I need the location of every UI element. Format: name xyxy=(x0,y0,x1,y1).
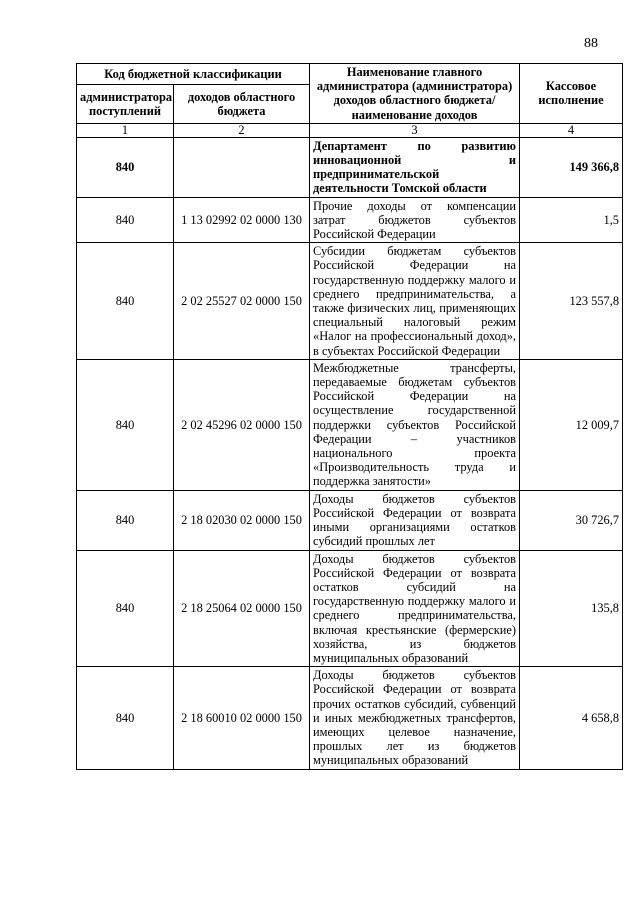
name-column-header: Наименование главного администратора (администратора) доходов областного бюджета/ наименование доходов xyxy=(310,64,520,124)
column-number: 1 xyxy=(77,123,174,137)
header-row-1 xyxy=(77,64,623,85)
admin-code-cell: 840 xyxy=(77,137,174,197)
amount-cell: 149 366,8 xyxy=(520,137,623,197)
column-numbers-row xyxy=(77,123,623,137)
income-code-cell: 2 18 02030 02 0000 150 xyxy=(174,490,310,550)
table-row xyxy=(77,550,623,667)
column-number: 3 xyxy=(310,123,520,137)
income-name-cell: Департамент по развитию инновационной и предпринимательской деятельности Томской области xyxy=(310,137,520,197)
income-name-cell: Межбюджетные трансферты, передаваемые бюджетам субъектов Российской Федерации на осуществление государственной поддержки субъектов Российской Федерации – участников национального проекта «Производительность труда и поддержка занятости» xyxy=(310,359,520,490)
admin-code-cell: 840 xyxy=(77,490,174,550)
table-row xyxy=(77,490,623,550)
amount-cell: 123 557,8 xyxy=(520,243,623,360)
amount-cell: 4 658,8 xyxy=(520,667,623,769)
amount-cell: 1,5 xyxy=(520,197,623,243)
admin-code-cell: 840 xyxy=(77,197,174,243)
table-row xyxy=(77,243,623,360)
admin-code-cell: 840 xyxy=(77,359,174,490)
amount-column-header: Кассовое исполнение xyxy=(520,64,623,124)
column-number: 2 xyxy=(174,123,310,137)
amount-cell: 135,8 xyxy=(520,550,623,667)
admin-code-cell: 840 xyxy=(77,667,174,769)
page-number: 88 xyxy=(584,36,598,51)
income-code-cell: 2 18 25064 02 0000 150 xyxy=(174,550,310,667)
income-name-cell: Субсидии бюджетам субъектов Российской Федерации на государственную поддержку малого и среднего предпринимательства, а также физических лиц, применяющих специальный налоговый режим «Налог на профессиональный доход», в субъектах Российской Федерации xyxy=(310,243,520,360)
income-name-cell: Доходы бюджетов субъектов Российской Федерации от возврата прочих остатков субсидий, субвенций и иных межбюджетных трансфертов, имеющих целевое назначение, прошлых лет из бюджетов муниципальных образований xyxy=(310,667,520,769)
admin-code-cell: 840 xyxy=(77,243,174,360)
table-row xyxy=(77,197,623,243)
income-column-header: доходов областного бюджета xyxy=(174,85,310,124)
column-number: 4 xyxy=(520,123,623,137)
table-row xyxy=(77,137,623,197)
income-code-cell: 2 02 45296 02 0000 150 xyxy=(174,359,310,490)
admin-column-header: администратора поступлений xyxy=(77,85,174,124)
amount-cell: 30 726,7 xyxy=(520,490,623,550)
amount-cell: 12 009,7 xyxy=(520,359,623,490)
kbk-group-header: Код бюджетной классификации xyxy=(77,64,310,85)
income-code-cell: 2 02 25527 02 0000 150 xyxy=(174,243,310,360)
income-name-cell: Доходы бюджетов субъектов Российской Федерации от возврата иными организациями остатков субсидий прошлых лет xyxy=(310,490,520,550)
table-row xyxy=(77,667,623,769)
income-code-cell xyxy=(174,137,310,197)
income-code-cell: 2 18 60010 02 0000 150 xyxy=(174,667,310,769)
income-name-cell: Доходы бюджетов субъектов Российской Федерации от возврата остатков субсидий на государственную поддержку малого и среднего предпринимательства, включая крестьянские (фермерские) хозяйства, из бюджетов муниципальных образований xyxy=(310,550,520,667)
income-code-cell: 1 13 02992 02 0000 130 xyxy=(174,197,310,243)
table-row xyxy=(77,359,623,490)
income-name-cell: Прочие доходы от компенсации затрат бюджетов субъектов Российской Федерации xyxy=(310,197,520,243)
budget-table xyxy=(76,63,623,770)
admin-code-cell: 840 xyxy=(77,550,174,667)
